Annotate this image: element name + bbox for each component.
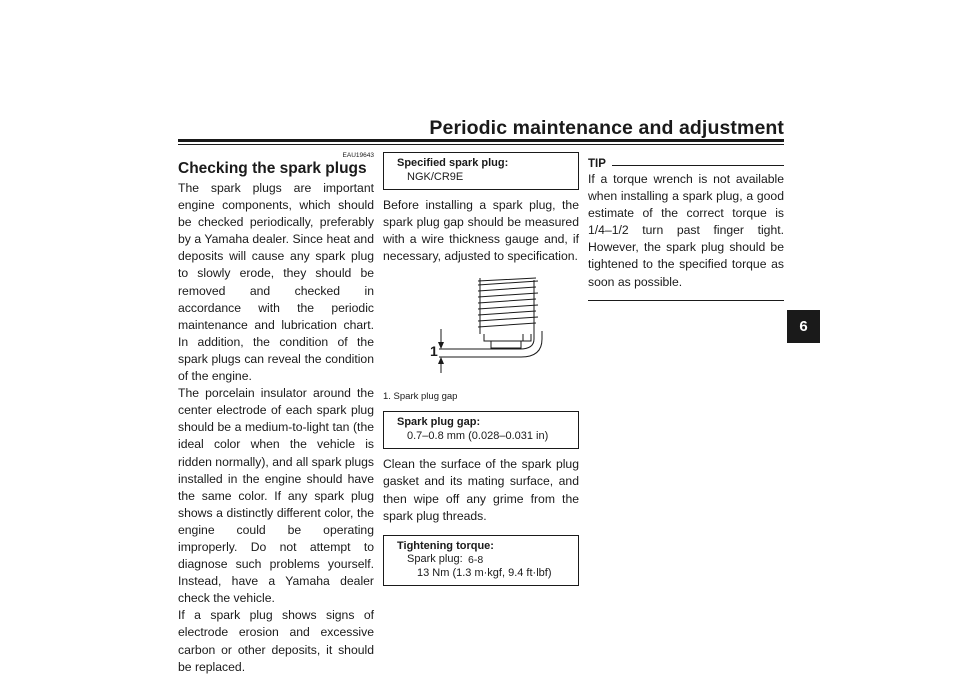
reference-code: EAU19643	[342, 152, 374, 159]
spec-box-spark-plug	[383, 152, 579, 190]
tip-rule	[612, 165, 784, 166]
spec-item: Spark plug:	[407, 553, 463, 566]
spec-title: Spark plug gap:	[397, 416, 481, 429]
page-header-title: Periodic maintenance and adjustment	[429, 117, 784, 139]
spec-title: Specified spark plug:	[397, 157, 509, 169]
page-number: 6-8	[468, 554, 484, 566]
chapter-tab[interactable]: 6	[787, 310, 820, 343]
spark-plug-gap-figure	[383, 269, 579, 389]
spec-title: Tightening torque:	[397, 539, 494, 552]
column-left	[178, 152, 374, 676]
paragraph: Before installing a spark plug, the spark plug gap should be measured with a wire thickness gauge and, if necessary, adjusted to specification.	[383, 198, 579, 264]
paragraph: The porcelain insulator around the center electrode of each spark plug should be a medium-to-light tan (the ideal color when the vehicle is ridden normally), and all spark plugs installed in the engine should have the same color. If any spark plug shows a distinctly different color, the engine could be operating improperly. Do not attempt to diagnose such problems yourself. Instead, have a Yamaha dealer check the vehicle.	[178, 386, 374, 606]
tip-label: TIP	[588, 158, 606, 170]
tip-text: If a torque wrench is not available when installing a spark plug, a good estimate of the correct torque is 1/4–1/2 turn past finger tight. However, the spark plug should be tightened to the specified torque as soon as possible.	[588, 172, 784, 289]
column-right	[588, 157, 784, 301]
header-rule-thin	[178, 144, 784, 145]
spec-value: NGK/CR9E	[407, 170, 464, 183]
spec-box-gap	[383, 411, 579, 449]
paragraph: If a spark plug shows signs of electrode erosion and excessive carbon or other deposits, it should be replaced.	[178, 608, 374, 674]
column-middle	[383, 152, 579, 586]
paragraph: The spark plugs are important engine components, which should be checked periodically, preferably by a Yamaha dealer. Since heat and deposits will cause any spark plug to slowly erode, they should be removed and checked in accordance with the periodic maintenance and lubrication chart. In addition, the condition of the spark plugs can reveal the condition of the engine.	[178, 181, 374, 384]
header-rule-thick	[178, 139, 784, 142]
figure-caption: 1. Spark plug gap	[383, 391, 458, 403]
figure-callout-label: 1	[430, 343, 438, 360]
spec-value: 13 Nm (1.3 m·kgf, 9.4 ft·lbf)	[417, 566, 552, 579]
spec-value: 0.7–0.8 mm (0.028–0.031 in)	[407, 429, 549, 442]
spark-plug-illustration	[383, 269, 579, 389]
paragraph: Clean the surface of the spark plug gasket and its mating surface, and then wipe off any grime from the spark plug threads.	[383, 457, 579, 523]
tip-heading	[588, 157, 784, 171]
tip-end-rule	[588, 300, 784, 301]
section-title: Checking the spark plugs	[178, 160, 367, 177]
